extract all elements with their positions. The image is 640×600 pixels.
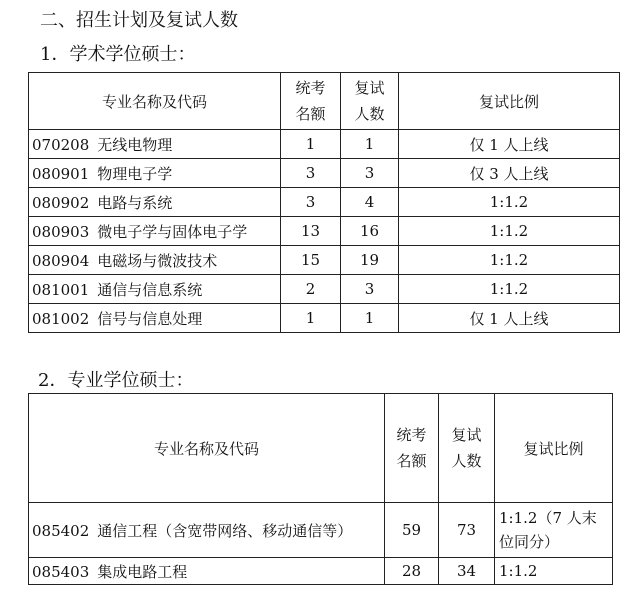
table-row	[29, 246, 620, 275]
major-name: 电磁场与微波技术	[97, 251, 218, 270]
major-cell	[29, 503, 385, 558]
header-retest-count	[439, 394, 495, 503]
header-retest-line1: 复试	[354, 79, 385, 97]
ratio-cell: 仅 1 人上线	[399, 130, 620, 159]
header-quota-line1: 统考	[295, 79, 326, 97]
table-row	[29, 159, 620, 188]
major-cell	[29, 558, 385, 585]
professional-masters-table	[28, 393, 613, 585]
table-row	[29, 275, 620, 304]
major-name: 电路与系统	[97, 193, 173, 212]
table-row	[29, 130, 620, 159]
subheading-academic-masters: 1．学术学位硕士：	[40, 44, 196, 65]
major-code: 080904	[32, 251, 90, 270]
major-cell	[29, 304, 281, 333]
ratio-line2: 位同分）	[499, 533, 560, 551]
major-name: 集成电路工程	[97, 562, 188, 581]
section-heading-enrollment-plan: 二、招生计划及复试人数	[40, 10, 238, 31]
table-row	[29, 304, 620, 333]
ratio-cell	[495, 503, 613, 558]
major-code: 080902	[32, 193, 90, 212]
table-header-row	[29, 394, 613, 503]
major-code: 081001	[32, 280, 90, 299]
major-name: 通信工程（含宽带网络、移动通信等）	[97, 521, 353, 540]
header-major-name-code: 专业名称及代码	[29, 394, 385, 503]
header-quota-line2: 名额	[396, 452, 427, 470]
major-cell	[29, 130, 281, 159]
header-quota-line2: 名额	[295, 105, 326, 123]
quota-cell: 28	[385, 558, 439, 585]
retest-cell: 1	[341, 304, 399, 333]
ratio-cell: 1:1.2	[399, 217, 620, 246]
ratio-cell: 1:1.2	[399, 188, 620, 217]
major-cell	[29, 159, 281, 188]
major-cell	[29, 188, 281, 217]
quota-cell: 2	[281, 275, 341, 304]
header-retest-line2: 人数	[451, 452, 482, 470]
retest-cell: 3	[341, 159, 399, 188]
header-retest-line2: 人数	[354, 105, 385, 123]
major-name: 微电子学与固体电子学	[97, 222, 248, 241]
header-quota	[281, 73, 341, 130]
header-quota	[385, 394, 439, 503]
major-name: 物理电子学	[97, 164, 173, 183]
subheading-professional-masters: 2．专业学位硕士：	[38, 370, 194, 391]
major-cell	[29, 217, 281, 246]
major-code: 085402	[32, 521, 90, 540]
retest-cell: 34	[439, 558, 495, 585]
major-code: 080901	[32, 164, 90, 183]
ratio-cell: 1:1.2	[495, 558, 613, 585]
header-major-name-code: 专业名称及代码	[29, 73, 281, 130]
header-retest-line1: 复试	[451, 426, 482, 444]
academic-masters-table	[28, 72, 620, 333]
major-name: 无线电物理	[97, 135, 173, 154]
table-row	[29, 503, 613, 558]
header-retest-count	[341, 73, 399, 130]
major-cell	[29, 246, 281, 275]
ratio-cell: 仅 3 人上线	[399, 159, 620, 188]
retest-cell: 4	[341, 188, 399, 217]
major-code: 070208	[32, 135, 90, 154]
major-code: 081002	[32, 309, 90, 328]
header-retest-ratio: 复试比例	[399, 73, 620, 130]
major-name: 通信与信息系统	[97, 280, 203, 299]
retest-cell: 1	[341, 130, 399, 159]
quota-cell: 13	[281, 217, 341, 246]
header-quota-line1: 统考	[396, 426, 427, 444]
major-code: 080903	[32, 222, 90, 241]
retest-cell: 16	[341, 217, 399, 246]
retest-cell: 3	[341, 275, 399, 304]
quota-cell: 3	[281, 159, 341, 188]
table-row	[29, 558, 613, 585]
table-header-row	[29, 73, 620, 130]
major-code: 085403	[32, 562, 90, 581]
quota-cell: 1	[281, 304, 341, 333]
ratio-line1: 1:1.2（7 人末	[499, 509, 597, 527]
ratio-cell: 仅 1 人上线	[399, 304, 620, 333]
table-row	[29, 188, 620, 217]
retest-cell: 73	[439, 503, 495, 558]
major-cell	[29, 275, 281, 304]
retest-cell: 19	[341, 246, 399, 275]
header-retest-ratio: 复试比例	[495, 394, 613, 503]
table-row	[29, 217, 620, 246]
ratio-cell: 1:1.2	[399, 246, 620, 275]
quota-cell: 3	[281, 188, 341, 217]
quota-cell: 15	[281, 246, 341, 275]
major-name: 信号与信息处理	[97, 309, 203, 328]
ratio-cell: 1:1.2	[399, 275, 620, 304]
quota-cell: 1	[281, 130, 341, 159]
quota-cell: 59	[385, 503, 439, 558]
